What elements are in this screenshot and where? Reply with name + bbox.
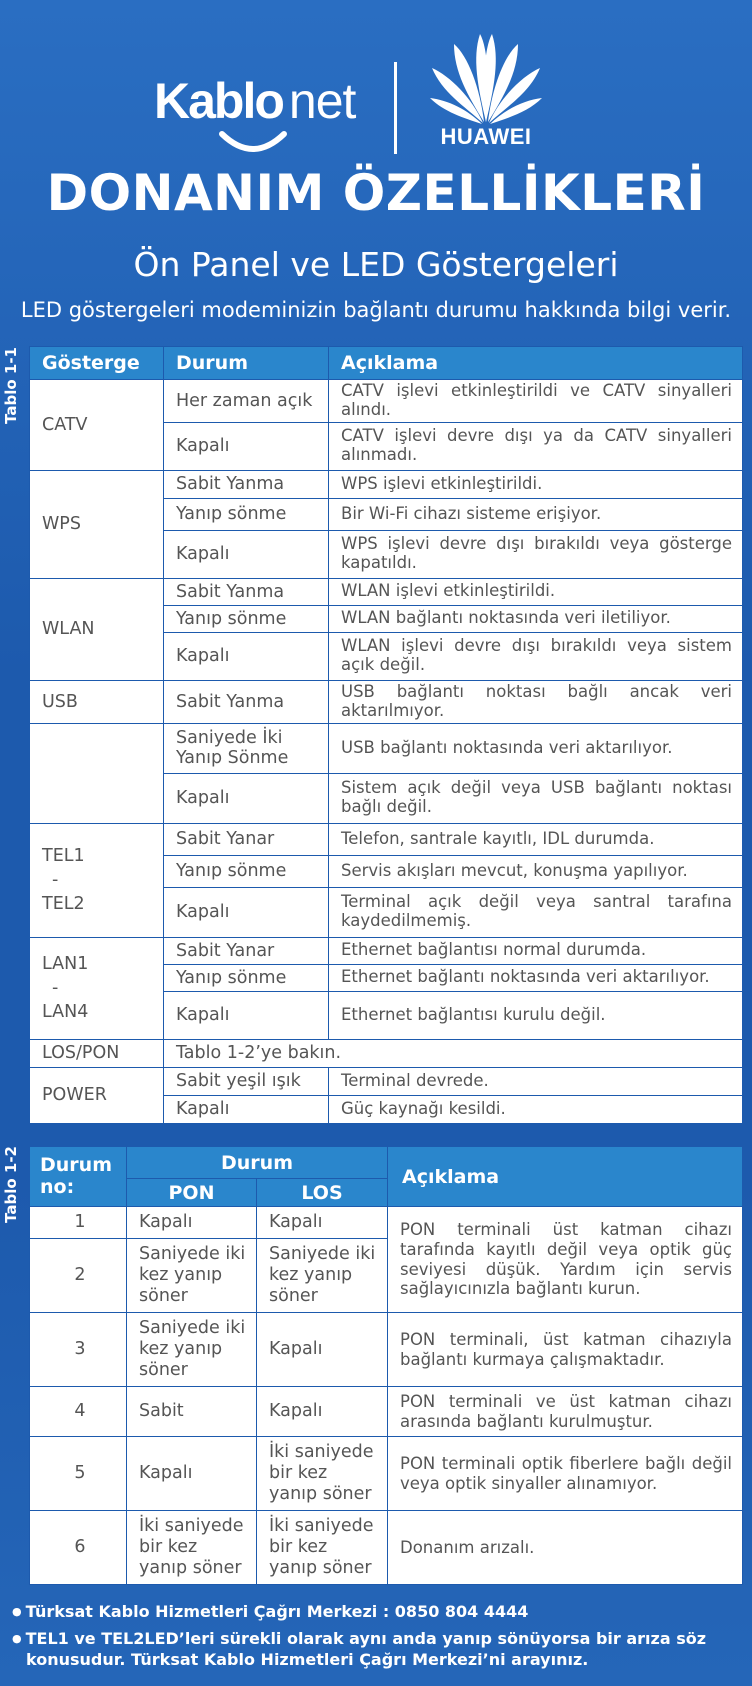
description-cell: Güç kaynağı kesildi. — [329, 1095, 743, 1123]
pon-cell: Kapalı — [127, 1207, 257, 1239]
table-row — [30, 1313, 743, 1387]
los-cell: Saniyede iki kez yanıp söner — [257, 1239, 388, 1313]
logo-divider — [394, 62, 397, 154]
state-cell: Sabit Yanar — [164, 823, 329, 855]
state-cell: Kapalı — [164, 1095, 329, 1123]
indicator-line: LAN1 — [42, 954, 89, 975]
table-row — [30, 1067, 743, 1095]
table-row — [30, 937, 743, 964]
pon-cell: İki saniyede bir kez yanıp söner — [127, 1511, 257, 1585]
col-header-state: Durum — [164, 347, 329, 380]
los-cell: Kapalı — [257, 1313, 388, 1387]
intro-text: LED göstergeleri modeminizin bağlantı durumu hakkında bilgi verir. — [20, 298, 732, 322]
state-cell: Kapalı — [164, 422, 329, 470]
state-cell: Kapalı — [164, 773, 329, 823]
state-cell: Yanıp sönme — [164, 498, 329, 530]
indicator-cell: WPS — [30, 470, 164, 578]
col-header-no: Durum no: — [30, 1147, 127, 1207]
pon-cell: Kapalı — [127, 1437, 257, 1511]
state-no-cell: 1 — [30, 1207, 127, 1239]
state-cell: Yanıp sönme — [164, 855, 329, 887]
state-no-cell: 2 — [30, 1239, 127, 1313]
state-cell: Yanıp sönme — [164, 964, 329, 991]
col-header-pon: PON — [127, 1179, 257, 1207]
brand-net: net — [288, 73, 356, 129]
indicator-cell: CATV — [30, 380, 164, 471]
description-cell: Telefon, santrale kayıtlı, IDL durumda. — [329, 823, 743, 855]
description-cell: Sistem açık değil veya USB bağlantı noktası bağlı değil. — [329, 773, 743, 823]
indicator-line: TEL2 — [42, 894, 85, 915]
description-cell: Ethernet bağlantı noktasında veri aktarılıyor. — [329, 964, 743, 991]
kablonet-smile-icon — [218, 130, 288, 156]
state-cell: Kapalı — [164, 530, 329, 578]
indicator-cell — [30, 723, 164, 823]
description-cell: PON terminali optik fiberlere bağlı değil veya optik sinyaller alınamıyor. — [388, 1437, 743, 1511]
los-cell: Kapalı — [257, 1387, 388, 1437]
page-subtitle: Ön Panel ve LED Göstergeleri — [133, 245, 619, 284]
indicator-cell: LOS/PON — [30, 1039, 164, 1067]
state-no-cell: 4 — [30, 1387, 127, 1437]
page-title: DONANIM ÖZELLİKLERİ — [46, 164, 706, 222]
description-cell: USB bağlantı noktası bağlı ancak veri aktarılmıyor. — [329, 680, 743, 723]
table-header-row — [30, 1147, 743, 1179]
los-cell: Kapalı — [257, 1207, 388, 1239]
description-cell: Ethernet bağlantısı normal durumda. — [329, 937, 743, 964]
table-row — [30, 723, 743, 773]
indicator-line: - — [52, 870, 59, 891]
description-cell: Ethernet bağlantısı kurulu değil. — [329, 991, 743, 1039]
pon-cell: Sabit — [127, 1387, 257, 1437]
description-cell: PON terminali üst katman cihazı tarafında kayıtlı değil veya optik güç seviyesi düşük. Yardım için servis sağlayıcınızla bağlantı kurun. — [388, 1207, 743, 1313]
state-cell: Sabit Yanar — [164, 937, 329, 964]
state-no-cell: 5 — [30, 1437, 127, 1511]
led-indicator-table — [29, 346, 743, 1124]
description-cell: Bir Wi-Fi cihazı sisteme erişiyor. — [329, 498, 743, 530]
pon-cell: Saniyede iki kez yanıp söner — [127, 1239, 257, 1313]
huawei-wordmark: HUAWEI — [440, 124, 532, 149]
description-cell: PON terminali ve üst katman cihazı arasında bağlantı kurulmuştur. — [388, 1387, 743, 1437]
state-cell: Kapalı — [164, 887, 329, 937]
indicator-cell — [30, 823, 164, 937]
state-no-cell: 6 — [30, 1511, 127, 1585]
brand-kablo: Kablo — [154, 73, 283, 129]
indicator-cell: WLAN — [30, 578, 164, 680]
state-cell: Saniyede İki Yanıp Sönme — [164, 723, 329, 773]
description-cell: CATV işlevi etkinleştirildi ve CATV sinyalleri alındı. — [329, 380, 743, 423]
table-row — [30, 823, 743, 855]
logo-bar — [0, 28, 752, 148]
los-cell: İki saniyede bir kez yanıp söner — [257, 1511, 388, 1585]
indicator-cell — [30, 937, 164, 1039]
table-row — [30, 380, 743, 423]
description-cell: Servis akışları mevcut, konuşma yapılıyor. — [329, 855, 743, 887]
state-cell: Sabit Yanma — [164, 470, 329, 498]
col-header-los: LOS — [257, 1179, 388, 1207]
table-row — [30, 1511, 743, 1585]
state-cell: Sabit yeşil ışık — [164, 1067, 329, 1095]
description-cell: WLAN işlevi devre dışı bırakıldı veya sistem açık değil. — [329, 632, 743, 680]
table-row — [30, 470, 743, 498]
description-cell: USB bağlantı noktasında veri aktarılıyor. — [329, 723, 743, 773]
indicator-line: LAN4 — [42, 1002, 89, 1023]
state-cell: Her zaman açık — [164, 380, 329, 423]
table-row — [30, 1039, 743, 1067]
indicator-cell: POWER — [30, 1067, 164, 1123]
col-header-description: Açıklama — [388, 1147, 743, 1207]
note-fault-warning: ● TEL1 ve TEL2LED’leri sürekli olarak aynı anda yanıp sönüyorsa bir arıza söz konusudur. Türksat Kablo Hizmetleri Çağrı Merkezi’ni arayınız. — [12, 1629, 742, 1671]
col-header-description: Açıklama — [329, 347, 743, 380]
description-cell: WPS işlevi etkinleştirildi. — [329, 470, 743, 498]
description-cell: Terminal açık değil veya santral tarafına kaydedilmemiş. — [329, 887, 743, 937]
description-cell: Donanım arızalı. — [388, 1511, 743, 1585]
merged-cell: Tablo 1-2’ye bakın. — [164, 1039, 743, 1067]
table-row — [30, 578, 743, 605]
description-cell: Terminal devrede. — [329, 1067, 743, 1095]
state-cell: Sabit Yanma — [164, 578, 329, 605]
table-row — [30, 1207, 743, 1239]
footer-notes — [12, 1602, 742, 1676]
description-cell: WLAN bağlantı noktasında veri iletiliyor. — [329, 605, 743, 632]
state-cell: Kapalı — [164, 632, 329, 680]
note-call-center: ● Türksat Kablo Hizmetleri Çağrı Merkezi : 0850 804 4444 — [12, 1602, 742, 1623]
pon-cell: Saniyede iki kez yanıp söner — [127, 1313, 257, 1387]
description-cell: CATV işlevi devre dışı ya da CATV sinyalleri alınmadı. — [329, 422, 743, 470]
state-no-cell: 3 — [30, 1313, 127, 1387]
table-header-row — [30, 347, 743, 380]
col-header-state: Durum — [127, 1147, 388, 1179]
los-cell: İki saniyede bir kez yanıp söner — [257, 1437, 388, 1511]
col-header-indicator: Gösterge — [30, 347, 164, 380]
state-cell: Yanıp sönme — [164, 605, 329, 632]
indicator-line: - — [52, 978, 59, 999]
table2-label: Tablo 1-2 — [2, 1146, 20, 1223]
table-row — [30, 1387, 743, 1437]
description-cell: PON terminali, üst katman cihazıyla bağlantı kurmaya çalışmaktadır. — [388, 1313, 743, 1387]
huawei-flower-icon — [428, 28, 544, 124]
kablonet-logo — [154, 72, 355, 130]
indicator-cell: USB — [30, 680, 164, 723]
pon-los-table — [29, 1146, 743, 1585]
table-row — [30, 1437, 743, 1511]
table1-label: Tablo 1-1 — [2, 347, 20, 424]
description-cell: WPS işlevi devre dışı bırakıldı veya gösterge kapatıldı. — [329, 530, 743, 578]
state-cell: Kapalı — [164, 991, 329, 1039]
description-cell: WLAN işlevi etkinleştirildi. — [329, 578, 743, 605]
table-row — [30, 680, 743, 723]
state-cell: Sabit Yanma — [164, 680, 329, 723]
indicator-line: TEL1 — [42, 846, 85, 867]
